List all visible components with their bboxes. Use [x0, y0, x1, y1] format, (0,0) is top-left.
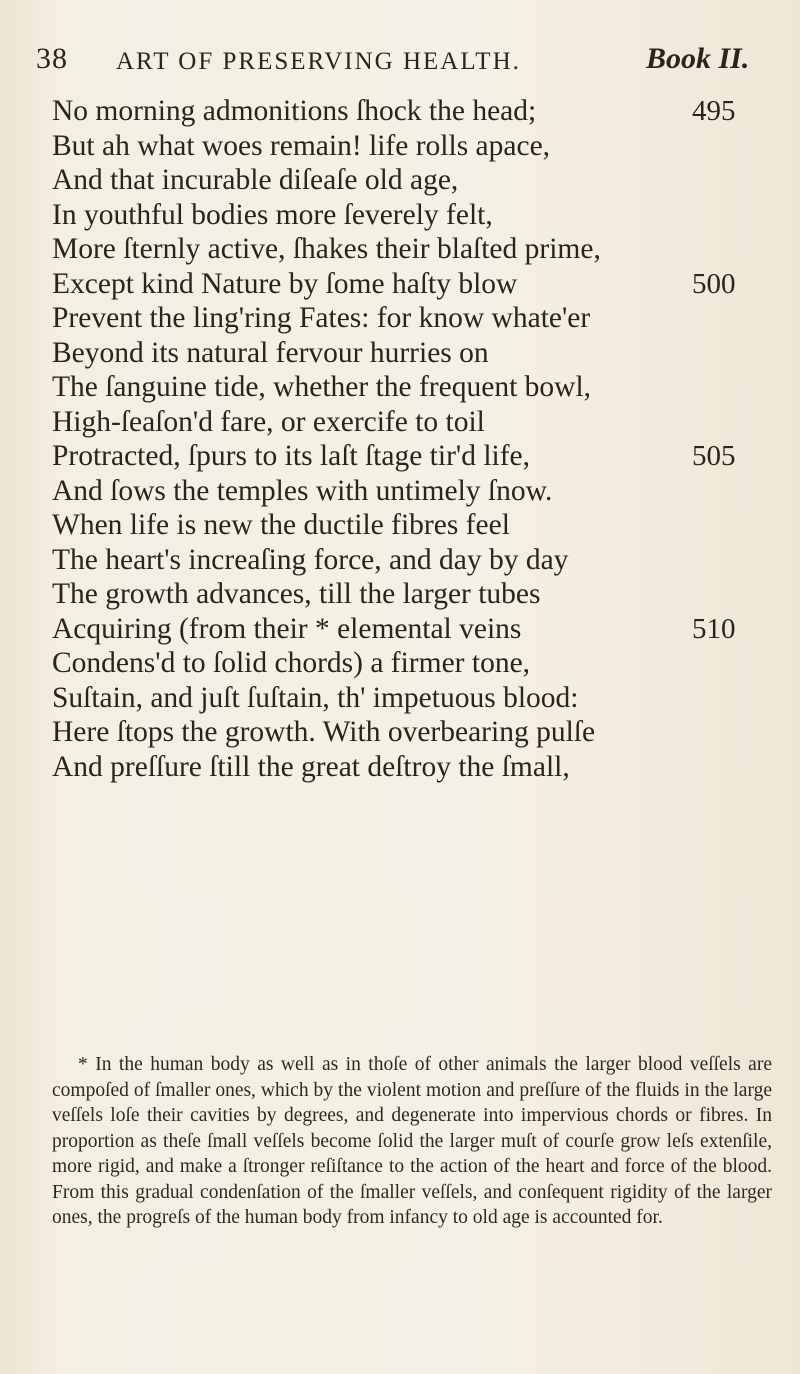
- poem-line: [52, 198, 772, 233]
- poem-line: [52, 646, 772, 681]
- poem-line: [52, 129, 772, 164]
- poem-line: [52, 370, 772, 405]
- line-number: 495: [692, 95, 736, 127]
- line-number: 510: [692, 612, 736, 645]
- poem-line: [52, 577, 772, 612]
- poem-line: [52, 612, 772, 647]
- page-number: 38: [36, 42, 68, 75]
- poem-line-text: Beyond its natural fervour hurries on: [52, 336, 489, 369]
- running-title: ART OF PRESERVING HEALTH.: [116, 48, 521, 75]
- poem-line: [52, 681, 772, 716]
- poem-text: [52, 94, 772, 784]
- poem-line: [52, 750, 772, 785]
- poem-line-text: The growth advances, till the larger tubes: [52, 578, 541, 610]
- poem-line-text: The heart's increaſing force, and day by day: [52, 543, 569, 576]
- poem-line-text: Prevent the ling'ring Fates: for know whate'er: [52, 302, 591, 334]
- book-label: Book II.: [646, 42, 750, 75]
- poem-line-text: The ſanguine tide, whether the frequent bowl,: [52, 371, 592, 403]
- poem-line-text: Suſtain, and juſt ſuſtain, th' impetuous blood:: [52, 681, 579, 714]
- poem-line-text: Except kind Nature by ſome haſty blow: [52, 267, 518, 300]
- poem-line-text: And preſſure ſtill the great deſtroy the ſmall,: [52, 750, 570, 783]
- poem-line-text: More ſternly active, ſhakes their blaſted prime,: [52, 233, 601, 265]
- poem-line-text: Condens'd to ſolid chords) a firmer tone,: [52, 647, 531, 679]
- poem-line-text: High-ſeaſon'd fare, or exercife to toil: [52, 405, 485, 438]
- poem-line-text: No morning admonitions ſhock the head;: [52, 95, 537, 127]
- poem-line: [52, 439, 772, 474]
- poem-line-text: In youthful bodies more ſeverely felt,: [52, 198, 493, 231]
- poem-line-text: Protracted, ſpurs to its laſt ſtage tir'd life,: [52, 440, 531, 472]
- poem-line: [52, 474, 772, 509]
- poem-line: [52, 508, 772, 543]
- poem-line-text: And that incurable diſeaſe old age,: [52, 164, 459, 196]
- poem-line: [52, 232, 772, 267]
- poem-line-text: Acquiring (from their * elemental veins: [52, 612, 522, 645]
- poem-line: [52, 267, 772, 302]
- line-number: 505: [692, 440, 736, 472]
- poem-line: [52, 543, 772, 578]
- poem-line: [52, 405, 772, 440]
- poem-line: [52, 163, 772, 198]
- footnote: * In the human body as well as in thoſe of other animals the larger blood veſſels are compoſed of ſmaller ones, which by the violent motion and preſſure of the fluids in the large veſſels loſe their cavities by degrees, and degenerate into impervious chords or fibres. In proportion as theſe ſmall veſſels become ſolid the larger muſt of courſe grow leſs extenſile, more rigid, and make a ſtronger reſiſtance to the action of the heart and force of the blood. From this gradual condenſation of the ſmaller veſſels, and conſequent rigidity of the larger ones, the progreſs of the human body from infancy to old age is accounted for.: [52, 1054, 772, 1228]
- poem-line-text: When life is new the ductile fibres feel: [52, 509, 510, 541]
- poem-line: [52, 336, 772, 371]
- poem-line-text: And ſows the temples with untimely ſnow.: [52, 474, 553, 507]
- poem-line-text: Here ſtops the growth. With overbearing pulſe: [52, 716, 596, 748]
- poem-line: [52, 301, 772, 336]
- line-number: 500: [692, 267, 736, 300]
- poem-line: [52, 715, 772, 750]
- running-header: [36, 42, 796, 90]
- poem-line-text: But ah what woes remain! life rolls apace,: [52, 129, 551, 162]
- poem-line: [52, 94, 772, 129]
